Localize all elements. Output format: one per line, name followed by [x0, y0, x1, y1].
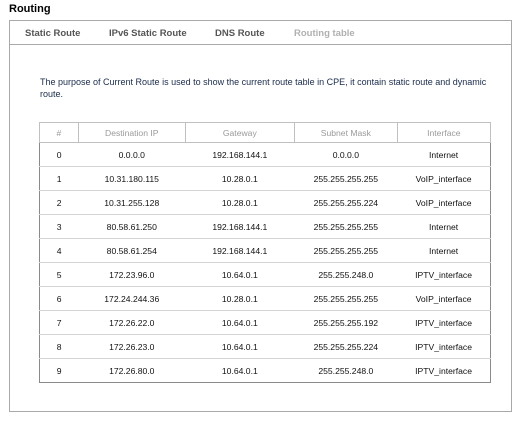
- cell-index: 7: [40, 311, 79, 335]
- cell-interface: Internet: [429, 149, 459, 160]
- cell-interface: VoIP_interface: [397, 191, 490, 215]
- page-title: Routing: [9, 3, 51, 15]
- cell-gateway: 10.64.0.1: [185, 263, 294, 287]
- cell-subnet-mask: 255.255.255.224: [294, 335, 397, 359]
- table-row: [40, 191, 491, 215]
- tab-routing-table: Routing table: [294, 28, 355, 39]
- cell-subnet-mask: 0.0.0.0: [332, 149, 359, 160]
- cell-destination-ip: 80.58.61.254: [78, 239, 185, 263]
- table-row: [40, 143, 491, 167]
- cell-gateway: 10.64.0.1: [185, 311, 294, 335]
- cell-index: 5: [40, 263, 79, 287]
- cell-subnet-mask: 255.255.255.255: [294, 167, 397, 191]
- table-row: [40, 311, 491, 335]
- cell-subnet-mask: 255.255.255.192: [294, 311, 397, 335]
- cell-subnet-mask: 255.255.255.255: [294, 215, 397, 239]
- routing-panel: [9, 20, 512, 412]
- cell-destination-ip: 0.0.0.0: [118, 149, 145, 160]
- table-row: [40, 335, 491, 359]
- table-row: [40, 287, 491, 311]
- table-row: [40, 215, 491, 239]
- cell-subnet-mask: 255.255.255.255: [294, 239, 397, 263]
- cell-subnet-mask: 255.255.248.0: [294, 263, 397, 287]
- tab-dns-route[interactable]: DNS Route: [215, 28, 265, 39]
- cell-interface: IPTV_interface: [397, 311, 490, 335]
- column-header-gateway: Gateway: [185, 123, 294, 143]
- cell-interface: IPTV_interface: [397, 335, 490, 359]
- cell-subnet-mask: 255.255.255.255: [294, 287, 397, 311]
- cell-gateway: 192.168.144.1: [185, 215, 294, 239]
- column-header-destination-ip: Destination IP: [78, 123, 185, 143]
- column-header-index: #: [40, 123, 79, 143]
- routing-table: [39, 122, 491, 383]
- cell-subnet-mask: 255.255.248.0: [294, 359, 397, 383]
- cell-gateway: 192.168.144.1: [185, 239, 294, 263]
- tab-bar: [10, 21, 511, 45]
- cell-gateway: 10.28.0.1: [185, 191, 294, 215]
- cell-interface: IPTV_interface: [397, 359, 490, 383]
- cell-destination-ip: 172.26.22.0: [78, 311, 185, 335]
- tab-ipv6-static-route[interactable]: IPv6 Static Route: [109, 28, 187, 39]
- tab-static-route[interactable]: Static Route: [25, 28, 81, 39]
- cell-index: 6: [40, 287, 79, 311]
- column-header-interface: Interface: [397, 123, 490, 143]
- table-row: [40, 263, 491, 287]
- cell-index: 8: [40, 335, 79, 359]
- table-row: [40, 167, 491, 191]
- cell-destination-ip: 10.31.255.128: [78, 191, 185, 215]
- cell-interface: IPTV_interface: [397, 263, 490, 287]
- table-row: [40, 359, 491, 383]
- cell-destination-ip: 10.31.180.115: [78, 167, 185, 191]
- cell-destination-ip: 172.24.244.36: [78, 287, 185, 311]
- cell-destination-ip: 172.26.80.0: [78, 359, 185, 383]
- table-row: [40, 239, 491, 263]
- cell-destination-ip: 172.23.96.0: [78, 263, 185, 287]
- cell-interface: VoIP_interface: [397, 287, 490, 311]
- cell-index: 3: [40, 215, 79, 239]
- table-header-row: [40, 123, 491, 143]
- cell-interface: VoIP_interface: [397, 167, 490, 191]
- cell-gateway: 192.168.144.1: [212, 149, 268, 160]
- cell-index: 1: [40, 167, 79, 191]
- cell-gateway: 10.28.0.1: [185, 167, 294, 191]
- cell-destination-ip: 80.58.61.250: [78, 215, 185, 239]
- cell-interface: Internet: [397, 215, 490, 239]
- cell-destination-ip: 172.26.23.0: [78, 335, 185, 359]
- column-header-subnet-mask: Subnet Mask: [294, 123, 397, 143]
- cell-index: 0: [56, 149, 62, 160]
- cell-index: 4: [40, 239, 79, 263]
- cell-index: 2: [40, 191, 79, 215]
- cell-interface: Internet: [397, 239, 490, 263]
- cell-gateway: 10.28.0.1: [185, 287, 294, 311]
- cell-subnet-mask: 255.255.255.224: [294, 191, 397, 215]
- cell-gateway: 10.64.0.1: [185, 335, 294, 359]
- cell-gateway: 10.64.0.1: [185, 359, 294, 383]
- cell-index: 9: [40, 359, 79, 383]
- description-text: The purpose of Current Route is used to show the current route table in CPE, it contain static route and dynamic route.: [40, 77, 487, 99]
